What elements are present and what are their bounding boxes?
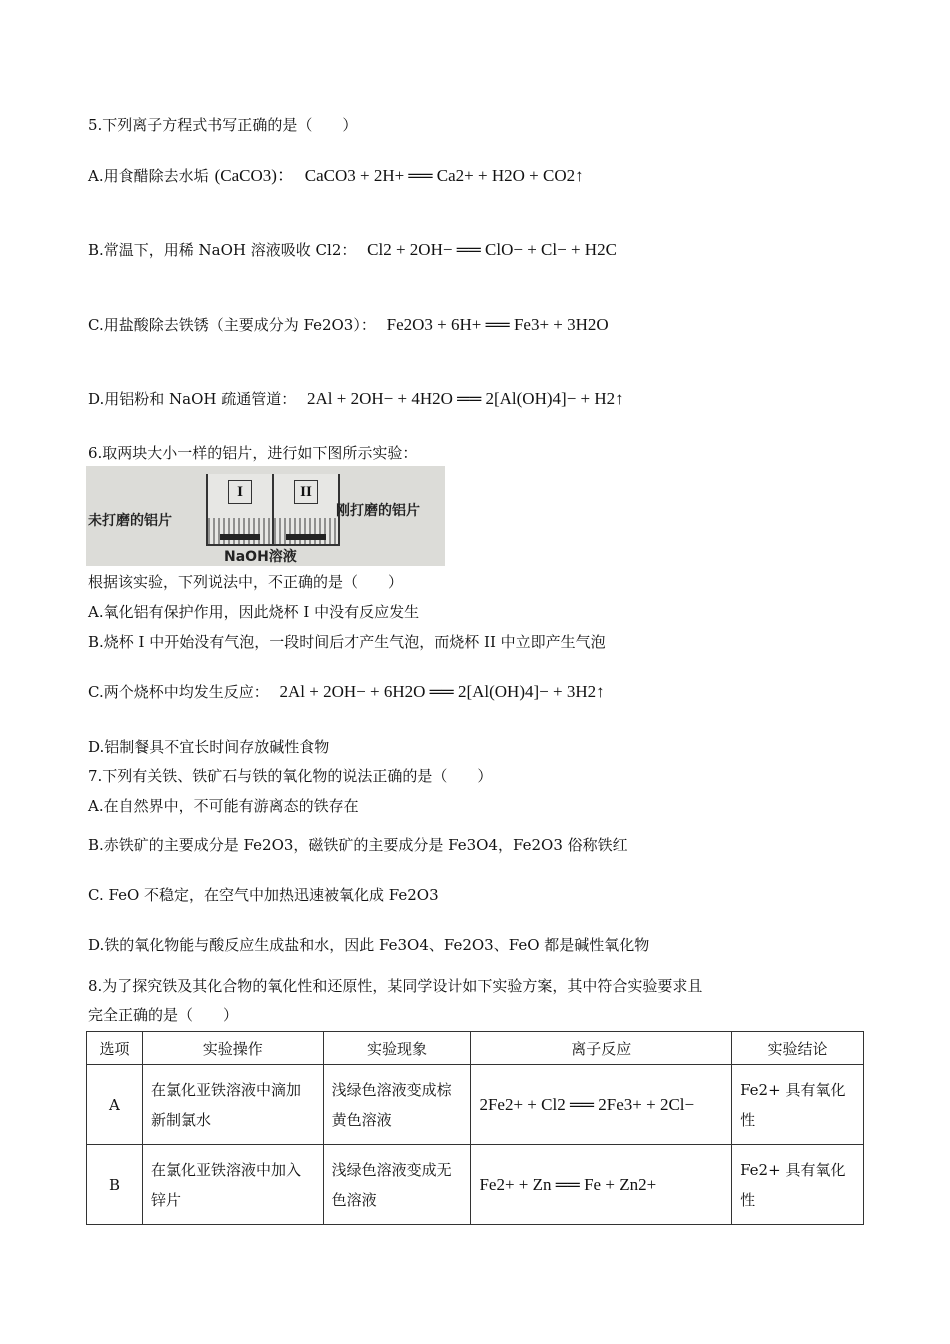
row-b-conclusion: Fe2+ 具有氧化性: [732, 1145, 864, 1225]
label-polished-foil: 刚打磨的铝片: [336, 503, 420, 519]
q5-d-text: D.用铝粉和 NaOH 疏通管道：: [88, 390, 297, 408]
q7-stem: 7.下列有关铁、铁矿石与铁的氧化物的说法正确的是（ ）: [88, 767, 493, 785]
q6-question: 根据该实验，下列说法中，不正确的是（ ）: [88, 573, 404, 591]
q5-b-text: B.常温下，用稀 NaOH 溶液吸收 Cl2：: [88, 241, 357, 259]
row-b-operation: 在氯化亚铁溶液中加入锌片: [142, 1145, 323, 1225]
q5-option-d: [88, 389, 624, 409]
q6-c-equation: 2Al + 2OH− + 6H2O ══ 2[Al(OH)4]− + 3H2↑: [279, 682, 605, 701]
table-row: [87, 1065, 864, 1145]
row-a-option: A: [87, 1065, 143, 1145]
q6-stem: 6.取两块大小一样的铝片，进行如下图所示实验：: [88, 444, 418, 462]
header-phenomenon: 实验现象: [323, 1032, 471, 1065]
q8-stem-line1: 8.为了探究铁及其化合物的氧化性和还原性，某同学设计如下实验方案，其中符合实验要求且: [88, 977, 703, 995]
header-operation: 实验操作: [142, 1032, 323, 1065]
q5-b-equation: Cl2 + 2OH− ══ ClO− + Cl− + H2C: [367, 240, 617, 259]
q6-option-b: B.烧杯 I 中开始没有气泡，一段时间后才产生气泡，而烧杯 II 中立即产生气泡: [88, 633, 606, 651]
experiment-figure: [86, 466, 445, 566]
q6-option-c: [88, 682, 605, 702]
header-option: 选项: [87, 1032, 143, 1065]
label-naoh-solution: NaOH溶液: [224, 549, 297, 565]
row-a-conclusion: Fe2+ 具有氧化性: [732, 1065, 864, 1145]
table-row: [87, 1145, 864, 1225]
beaker-1: [206, 474, 274, 546]
beaker-2-liquid: [274, 518, 338, 544]
beaker-1-label: I: [228, 480, 252, 504]
beaker-2-label: II: [294, 480, 318, 504]
q5-option-a: [88, 166, 584, 186]
q6-option-d: D.铝制餐具不宜长时间存放碱性食物: [88, 738, 330, 756]
beaker-2-foil: [286, 534, 326, 540]
label-unpolished-foil: 未打磨的铝片: [88, 513, 172, 529]
q5-a-paren-text: CaCO3: [220, 166, 272, 185]
q5-stem: 5.下列离子方程式书写正确的是（ ）: [88, 116, 358, 134]
q5-a-equation: CaCO3 + 2H+ ══ Ca2+ + H2O + CO2↑: [304, 166, 584, 185]
table-header-row: [87, 1032, 864, 1065]
q5-c-text: C.用盐酸除去铁锈（主要成分为 Fe2O3）：: [88, 316, 376, 334]
header-conclusion: 实验结论: [732, 1032, 864, 1065]
q7-option-c: C. FeO 不稳定，在空气中加热迅速被氧化成 Fe2O3: [88, 886, 439, 904]
q8-table: [86, 1031, 864, 1225]
beaker-1-foil: [220, 534, 260, 540]
q5-d-equation: 2Al + 2OH− + 4H2O ══ 2[Al(OH)4]− + H2↑: [307, 389, 624, 408]
q5-option-c: [88, 315, 609, 335]
row-a-operation: 在氯化亚铁溶液中滴加新制氯水: [142, 1065, 323, 1145]
q5-a-text: A.用食醋除去水垢: [88, 167, 209, 185]
q5-c-equation: Fe2O3 + 6H+ ══ Fe3+ + 3H2O: [386, 315, 609, 334]
row-a-phenomenon: 浅绿色溶液变成棕黄色溶液: [323, 1065, 471, 1145]
row-b-reaction: Fe2+ + Zn ══ Fe + Zn2+: [471, 1145, 732, 1225]
row-b-phenomenon: 浅绿色溶液变成无色溶液: [323, 1145, 471, 1225]
row-a-reaction: 2Fe2+ + Cl2 ══ 2Fe3+ + 2Cl−: [471, 1065, 732, 1145]
q6-c-text: C.两个烧杯中均发生反应：: [88, 683, 269, 701]
q5-option-b: [88, 240, 617, 260]
q7-option-d: D.铁的氧化物能与酸反应生成盐和水，因此 Fe3O4、Fe2O3、FeO 都是碱性氧化物: [88, 936, 650, 954]
row-b-option: B: [87, 1145, 143, 1225]
q8-stem-line2: 完全正确的是（ ）: [88, 1006, 239, 1024]
beaker-2: [272, 474, 340, 546]
beaker-1-liquid: [208, 518, 272, 544]
q7-option-a: A.在自然界中，不可能有游离态的铁存在: [88, 797, 359, 815]
q5-a-paren: (CaCO3)：: [214, 166, 294, 185]
q6-option-a: A.氧化铝有保护作用，因此烧杯 I 中没有反应发生: [88, 603, 420, 621]
header-reaction: 离子反应: [471, 1032, 732, 1065]
q7-option-b: B.赤铁矿的主要成分是 Fe2O3，磁铁矿的主要成分是 Fe3O4，Fe2O3 俗称铁红: [88, 836, 628, 854]
